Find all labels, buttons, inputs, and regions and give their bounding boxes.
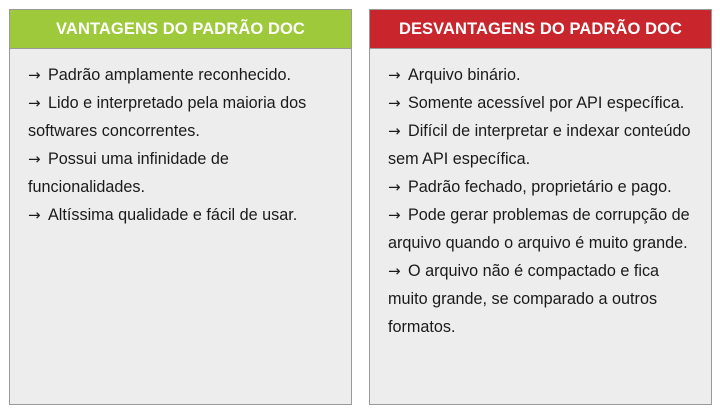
list-item: → Lido e interpretado pela maioria dos softwares concorrentes. — [28, 89, 341, 145]
arrow-right-icon: → — [388, 178, 401, 196]
arrow-right-icon: → — [28, 206, 41, 224]
list-item: → Altíssima qualidade e fácil de usar. — [28, 201, 341, 229]
advantages-list — [10, 49, 351, 229]
advantages-title: VANTAGENS DO PADRÃO DOC — [10, 10, 351, 49]
arrow-right-icon: → — [388, 206, 401, 224]
list-item: → Arquivo binário. — [388, 61, 701, 89]
disadvantages-panel — [369, 9, 712, 405]
arrow-right-icon: → — [388, 94, 401, 112]
list-item: → Pode gerar problemas de corrupção de arquivo quando o arquivo é muito grande. — [388, 201, 701, 257]
list-item: → O arquivo não é compactado e fica muito grande, se comparado a outros formatos. — [388, 257, 701, 341]
disadvantages-list — [370, 49, 711, 341]
arrow-right-icon: → — [28, 94, 41, 112]
advantages-panel — [9, 9, 352, 405]
arrow-right-icon: → — [388, 262, 401, 280]
disadvantages-title: DESVANTAGENS DO PADRÃO DOC — [370, 10, 711, 49]
arrow-right-icon: → — [388, 122, 401, 140]
arrow-right-icon: → — [28, 66, 41, 84]
list-item: → Padrão amplamente reconhecido. — [28, 61, 341, 89]
arrow-right-icon: → — [388, 66, 401, 84]
list-item: → Padrão fechado, proprietário e pago. — [388, 173, 701, 201]
list-item: → Somente acessível por API específica. — [388, 89, 701, 117]
list-item: → Difícil de interpretar e indexar conteúdo sem API específica. — [388, 117, 701, 173]
list-item: → Possui uma infinidade de funcionalidades. — [28, 145, 341, 201]
arrow-right-icon: → — [28, 150, 41, 168]
